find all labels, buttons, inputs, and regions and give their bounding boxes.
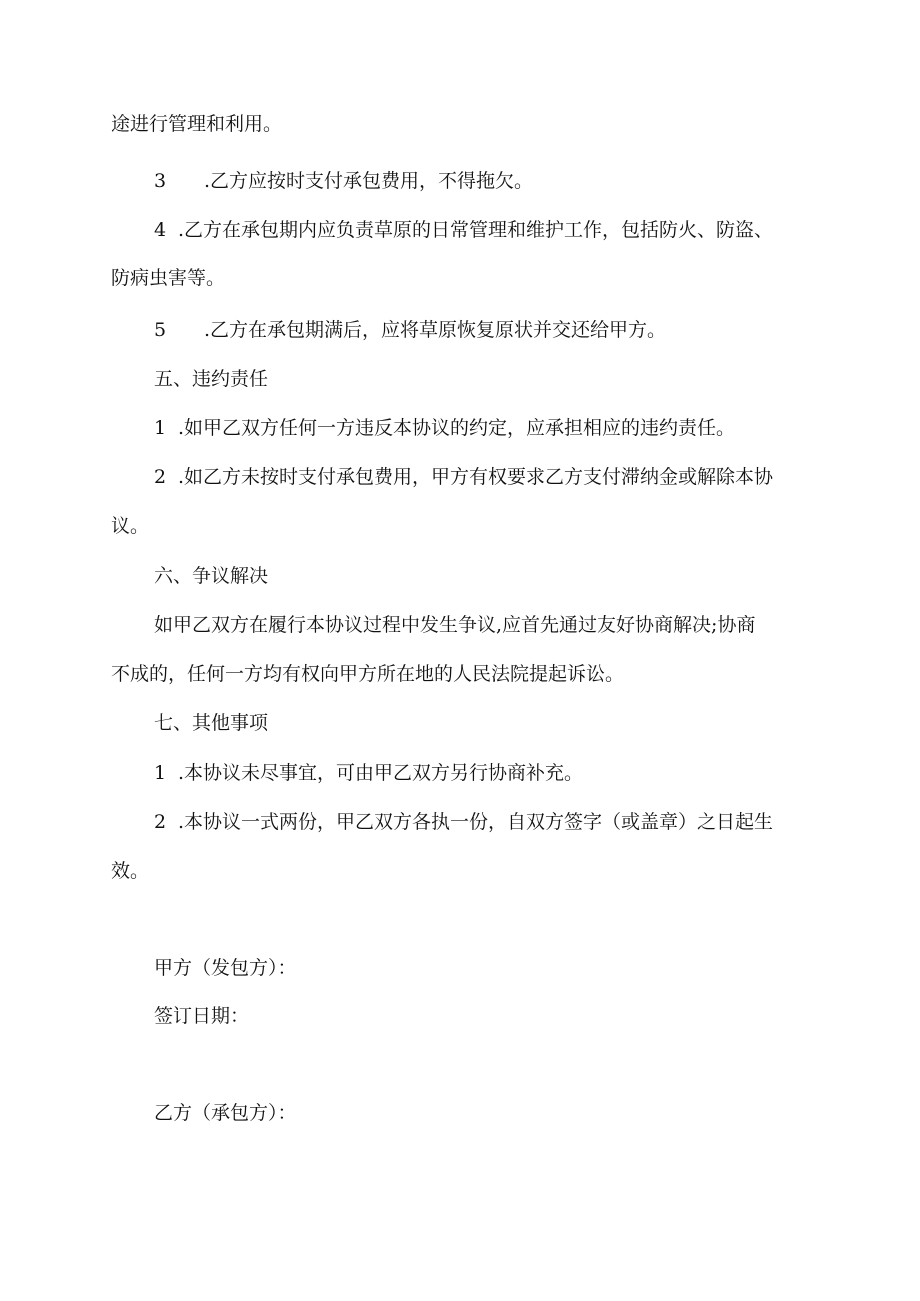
other-item-2-continuation [111, 859, 149, 883]
clause-text: .如甲乙双方任何一方违反本协议的约定，应承担相应的违约责任。 [178, 417, 736, 439]
other-item-1 [154, 761, 583, 785]
breach-item-2-continuation [111, 514, 149, 538]
section-title: 七、其他事项 [154, 712, 269, 734]
signature-party-a [154, 956, 297, 980]
clause-item-4 [154, 218, 773, 242]
clause-item-4-continuation [111, 266, 225, 290]
paragraph-text: 如甲乙双方在履行本协议过程中发生争议,应首先通过友好协商解决;协商 [154, 614, 756, 636]
clause-text: .本协议一式两份，甲乙双方各执一份，自双方签字（或盖章）之日起生 [178, 811, 774, 833]
clause-item-5 [154, 318, 666, 342]
dispute-paragraph-continuation [111, 662, 624, 686]
section-heading-breach [154, 367, 268, 391]
line-text: 议。 [111, 515, 150, 537]
signature-party-b [154, 1101, 297, 1125]
clause-text: .乙方应按时支付承包费用，不得拖欠。 [204, 170, 534, 192]
clause-number: 1 [154, 762, 167, 784]
clause-number: 2 [154, 466, 167, 488]
breach-item-2 [154, 465, 773, 489]
clause-number: 4 [154, 219, 167, 241]
clause-text: .本协议未尽事宜，可由甲乙双方另行协商补充。 [178, 762, 584, 784]
clause-text: .如乙方未按时支付承包费用，甲方有权要求乙方支付滞纳金或解除本协 [178, 466, 774, 488]
signature-label: 签订日期： [154, 1005, 250, 1027]
other-item-2 [154, 810, 773, 834]
signature-date [154, 1004, 249, 1028]
clause-number: 1 [154, 417, 167, 439]
clause-number: 5 [154, 319, 167, 341]
clause-number: 3 [154, 170, 167, 192]
clause-item-3 [154, 169, 533, 193]
paragraph-continuation [111, 112, 282, 136]
clause-text: .乙方在承包期满后，应将草原恢复原状并交还给甲方。 [204, 319, 667, 341]
signature-label: 乙方（承包方）： [154, 1102, 297, 1124]
section-heading-dispute [154, 564, 268, 588]
line-text: 不成的，任何一方均有权向甲方所在地的人民法院提起诉讼。 [111, 663, 625, 685]
clause-number: 2 [154, 811, 167, 833]
section-title: 五、违约责任 [154, 368, 269, 390]
signature-label: 甲方（发包方）： [154, 957, 297, 979]
line-text: 效。 [111, 860, 150, 882]
breach-item-1 [154, 416, 735, 440]
line-text: 途进行管理和利用。 [111, 113, 283, 135]
section-title: 六、争议解决 [154, 565, 269, 587]
clause-text: .乙方在承包期内应负责草原的日常管理和维护工作，包括防火、防盗、 [178, 219, 774, 241]
dispute-paragraph [154, 613, 755, 637]
line-text: 防病虫害等。 [111, 267, 226, 289]
section-heading-other [154, 711, 268, 735]
